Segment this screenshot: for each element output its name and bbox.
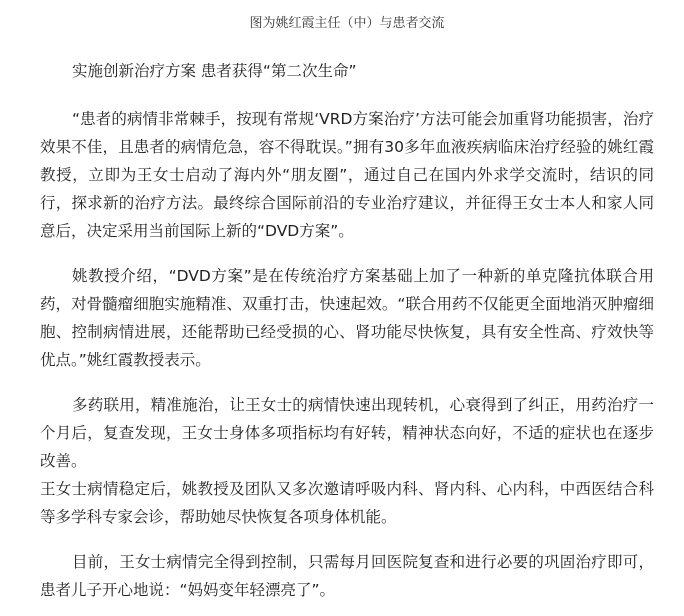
image-caption: 图为姚红霞主任（中）与患者交流	[249, 16, 445, 31]
paragraph-treatment-plan: “患者的病情非常棘手，按现有常规‘VRD方案治疗’方法可能会加重肾功能损害，治疗效果不佳，且患者的病情危急，容不得耽误。”拥有30多年血液疾病临床治疗经验的姚红霞教授，立即为王女士启动了海内外“朋友圈”，通过自己在国内外求学交流时，结识的同行，探求新的治疗方法。最终综合国际前沿的专业治疗建议，并征得王女士本人和家人同意后，决定采用当前国际上新的“DVD方案”。	[40, 110, 654, 240]
paragraph-current-status: 目前，王女士病情完全得到控制，只需每月回医院复查和进行必要的巩固治疗即可，患者儿子开心地说：“妈妈变年轻漂亮了”。	[40, 553, 654, 599]
paragraph-dvd-intro: 姚教授介绍，“DVD方案”是在传统治疗方案基础上加了一种新的单克隆抗体联合用药，对骨髓瘤细胞实施精准、双重打击，快速起效。“联合用药不仅能更全面地消灭肿瘤细胞、控制病情进展，还能帮助已经受损的心、肾功能尽快恢复，具有安全性高、疗效快等优点。”姚红霞教授表示。	[40, 267, 654, 369]
paragraph-recovery: 多药联用，精准施治，让王女士的病情快速出现转机，心衰得到了纠正，用药治疗一个月后，复查发现，王女士身体多项指标均有好转，精神状态向好，不适的症状也在逐步改善。	[40, 396, 654, 470]
paragraph-consultation: 王女士病情稳定后，姚教授及团队又多次邀请呼吸内科、肾内科、心内科，中西医结合科等多学科专家会诊，帮助她尽快恢复各项身体机能。	[40, 480, 654, 526]
section-subheading: 实施创新治疗方案 患者获得“第二次生命”	[72, 62, 357, 80]
